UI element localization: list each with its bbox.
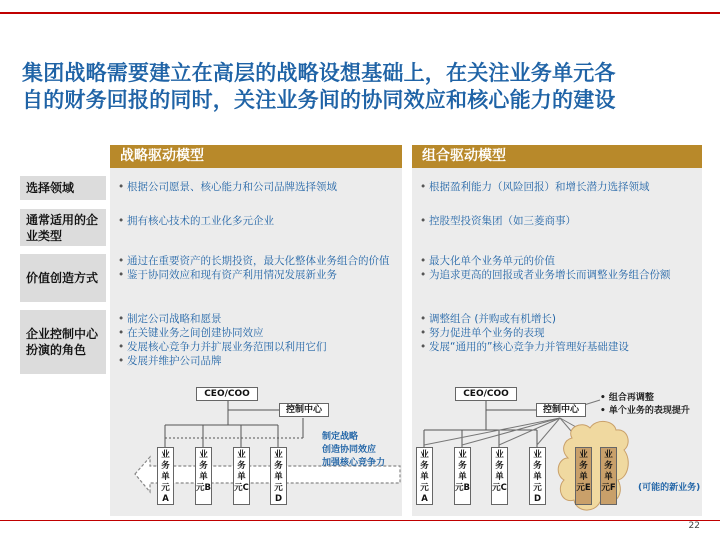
bullet: • 在关键业务之间创建协同效应	[118, 326, 398, 340]
unit-b-portfolio: 业务单元B	[454, 447, 471, 505]
row-label-company-type: 通常适用的企业类型	[20, 209, 106, 246]
control-center-box-strategy: 控制中心	[279, 403, 329, 417]
unit-c-portfolio: 业务单元C	[491, 447, 508, 505]
row-label-control-role: 企业控制中心扮演的角色	[20, 310, 106, 374]
portfolio-notes	[600, 392, 690, 418]
unit-f-portfolio: 业务单元F	[600, 447, 617, 505]
unit-a-portfolio: 业务单元A	[416, 447, 433, 505]
bullet: • 最大化单个业务单元的价值	[420, 254, 698, 268]
note-text: 组合再调整	[608, 393, 654, 403]
ceo-box-strategy: CEO/COO	[196, 387, 258, 401]
unit-c-strategy: 业务单元C	[233, 447, 250, 505]
unit-a-strategy: 业务单元A	[157, 447, 174, 505]
bullet: • 拥有核心技术的工业化多元企业	[118, 214, 398, 228]
bullet: • 控股型投资集团（如三菱商事）	[420, 214, 698, 228]
unit-d-portfolio: 业务单元D	[529, 447, 546, 505]
bullet: • 制定公司战略和愿景	[118, 312, 398, 326]
row-label-domain: 选择领域	[20, 176, 106, 200]
unit-e-portfolio: 业务单元E	[575, 447, 592, 505]
note-line: 创造协同效应	[322, 445, 377, 455]
note-line: 加强核心竞争力	[322, 458, 386, 468]
bullet: • 发展核心竞争力并扩展业务范围以利用它们	[118, 340, 398, 354]
strategy-model-header: 战略驱动模型	[110, 145, 402, 168]
strategy-notes	[322, 431, 385, 470]
bullet: • 努力促进单个业务的表现	[420, 326, 698, 340]
note-line: • 单个业务的表现提升	[600, 406, 690, 416]
note-text: 单个业务的表现提升	[608, 406, 690, 416]
control-center-box-portfolio: 控制中心	[536, 403, 586, 417]
row-label-value-creation: 价值创造方式	[20, 254, 106, 302]
bullet: • 发展“通用的”核心竞争力并管理好基础建设	[420, 340, 698, 354]
bullet: • 鉴于协同效应和现有资产利用情况发展新业务	[118, 268, 398, 282]
title-line-1: 集团战略需要建立在高层的战略设想基础上，在关注业务单元各	[22, 61, 616, 85]
bullet: • 为追求更高的回报或者业务增长而调整业务组合份额	[420, 268, 698, 282]
new-business-cloud	[558, 421, 628, 510]
bullet: • 发展并维护公司品牌	[118, 354, 398, 368]
ceo-box-portfolio: CEO/COO	[455, 387, 517, 401]
note-line: 制定战略	[322, 432, 359, 442]
page-number: 22	[688, 521, 700, 531]
bullet: • 根据公司愿景、核心能力和公司品牌选择领域	[118, 180, 398, 194]
title-line-2: 自的财务回报的同时，关注业务间的协同效应和核心能力的建设	[22, 88, 616, 112]
note-line: • 组合再调整	[600, 393, 654, 403]
unit-b-strategy: 业务单元B	[195, 447, 212, 505]
bullet: • 通过在重要资产的长期投资，最大化整体业务组合的价值	[118, 254, 398, 268]
bottom-rule	[0, 520, 720, 521]
unit-d-strategy: 业务单元D	[270, 447, 287, 505]
bullet: • 根据盈利能力（风险回报）和增长潜力选择领域	[420, 180, 698, 194]
new-business-label: (可能的新业务)	[638, 483, 701, 493]
bullet: • 调整组合 (并购或有机增长)	[420, 312, 698, 326]
portfolio-model-header: 组合驱动模型	[412, 145, 702, 168]
